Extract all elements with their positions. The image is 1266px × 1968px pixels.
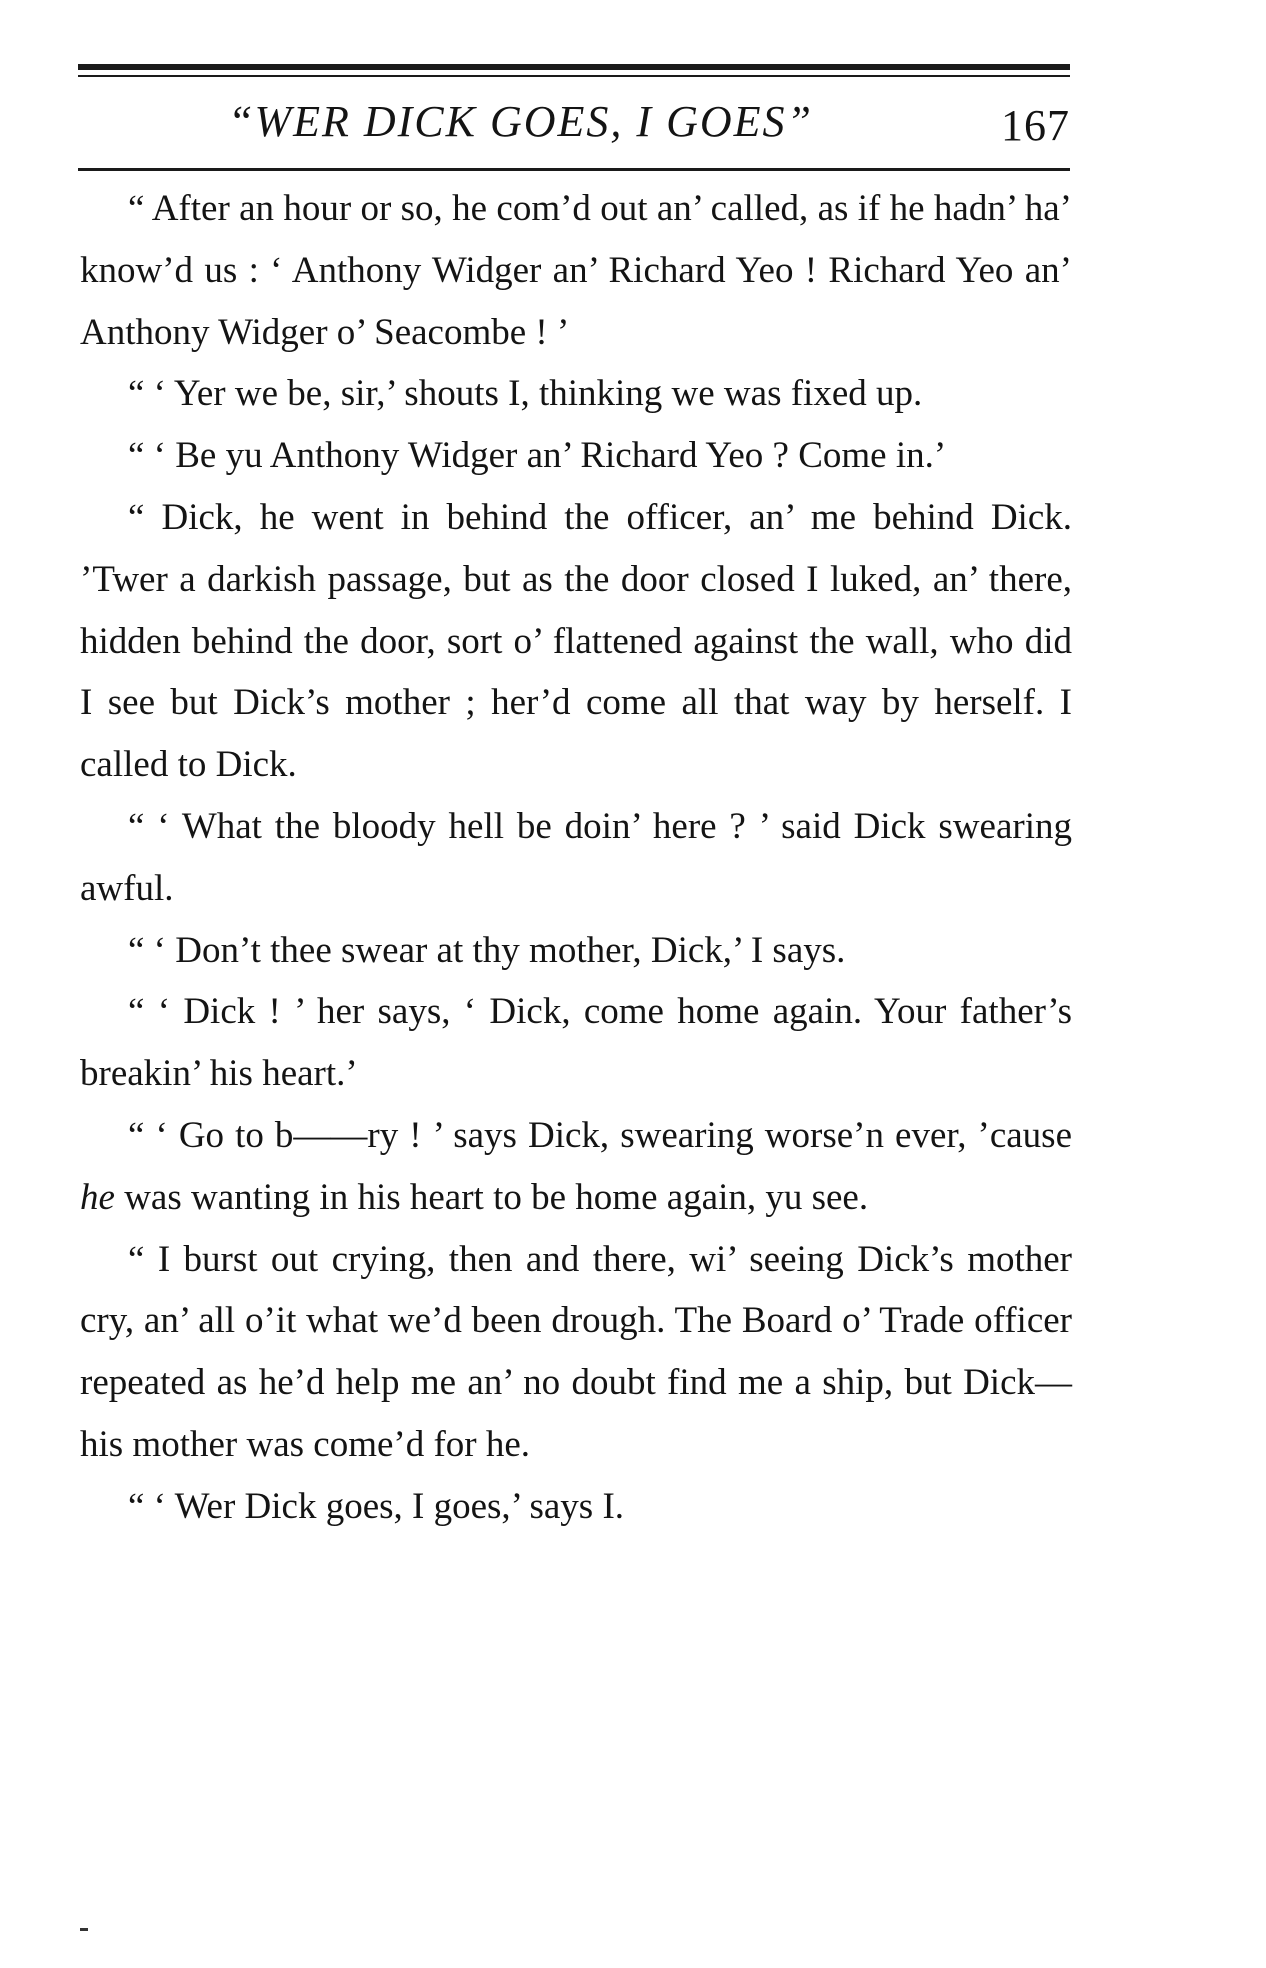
paragraph-go-to-start: “ ‘ Go to b——ry ! ’ says Dick, swearing worse’n ever, ’cause	[128, 1114, 1072, 1156]
paragraph: “ ‘ Be yu Anthony Widger an’ Richard Yeo ? Come in.’	[128, 435, 947, 477]
header-rule-thin	[78, 75, 1070, 77]
paragraph: “ ‘ What the bloody hell be doin’ here ? ’ said Dick swearing awful.	[80, 805, 1072, 909]
body-text	[80, 178, 1072, 1538]
paragraph: “ Dick, he went in behind the officer, an’ me behind Dick. ’Twer a darkish passage, but as the door closed I luked, an’ there, hidden behind the door, sort o’ flattened against the wall, who did I see but Dick’s mother ; her’d come all that way by herself. I called to Dick.	[80, 496, 1072, 786]
paragraph: “ After an hour or so, he com’d out an’ called, as if he hadn’ ha’ know’d us : ‘ Anthony Widger an’ Richard Yeo ! Richard Yeo an’ Anthony Widger o’ Seacombe ! ’	[80, 188, 1072, 353]
running-title: “WER DICK GOES, I GOES”	[228, 97, 813, 146]
page-number: 167	[1001, 101, 1070, 150]
paragraph: “ I burst out crying, then and there, wi’ seeing Dick’s mother cry, an’ all o’it what we’d been drough. The Board o’ Trade officer repeated as he’d help me an’ no doubt find me a ship, but Dick—his mother was come’d for he.	[80, 1238, 1072, 1465]
paragraph: “ ‘ Yer we be, sir,’ shouts I, thinking we was fixed up.	[128, 373, 923, 415]
paragraph-go-to-end: was wanting in his heart to be home again, yu see.	[114, 1176, 869, 1218]
header-rule-thick	[78, 64, 1070, 70]
emphasis-he: he	[80, 1176, 115, 1218]
paragraph: “ ‘ Dick ! ’ her says, ‘ Dick, come home again. Your father’s breakin’ his heart.’	[80, 991, 1072, 1095]
page-header	[78, 96, 1070, 160]
paragraph: “ ‘ Wer Dick goes, I goes,’ says I.	[128, 1485, 625, 1527]
paragraph-go-to	[80, 1105, 1072, 1229]
print-speck	[80, 1928, 88, 1931]
paragraph: “ ‘ Don’t thee swear at thy mother, Dick,’ I says.	[128, 929, 846, 971]
header-rule-bottom	[78, 168, 1070, 171]
